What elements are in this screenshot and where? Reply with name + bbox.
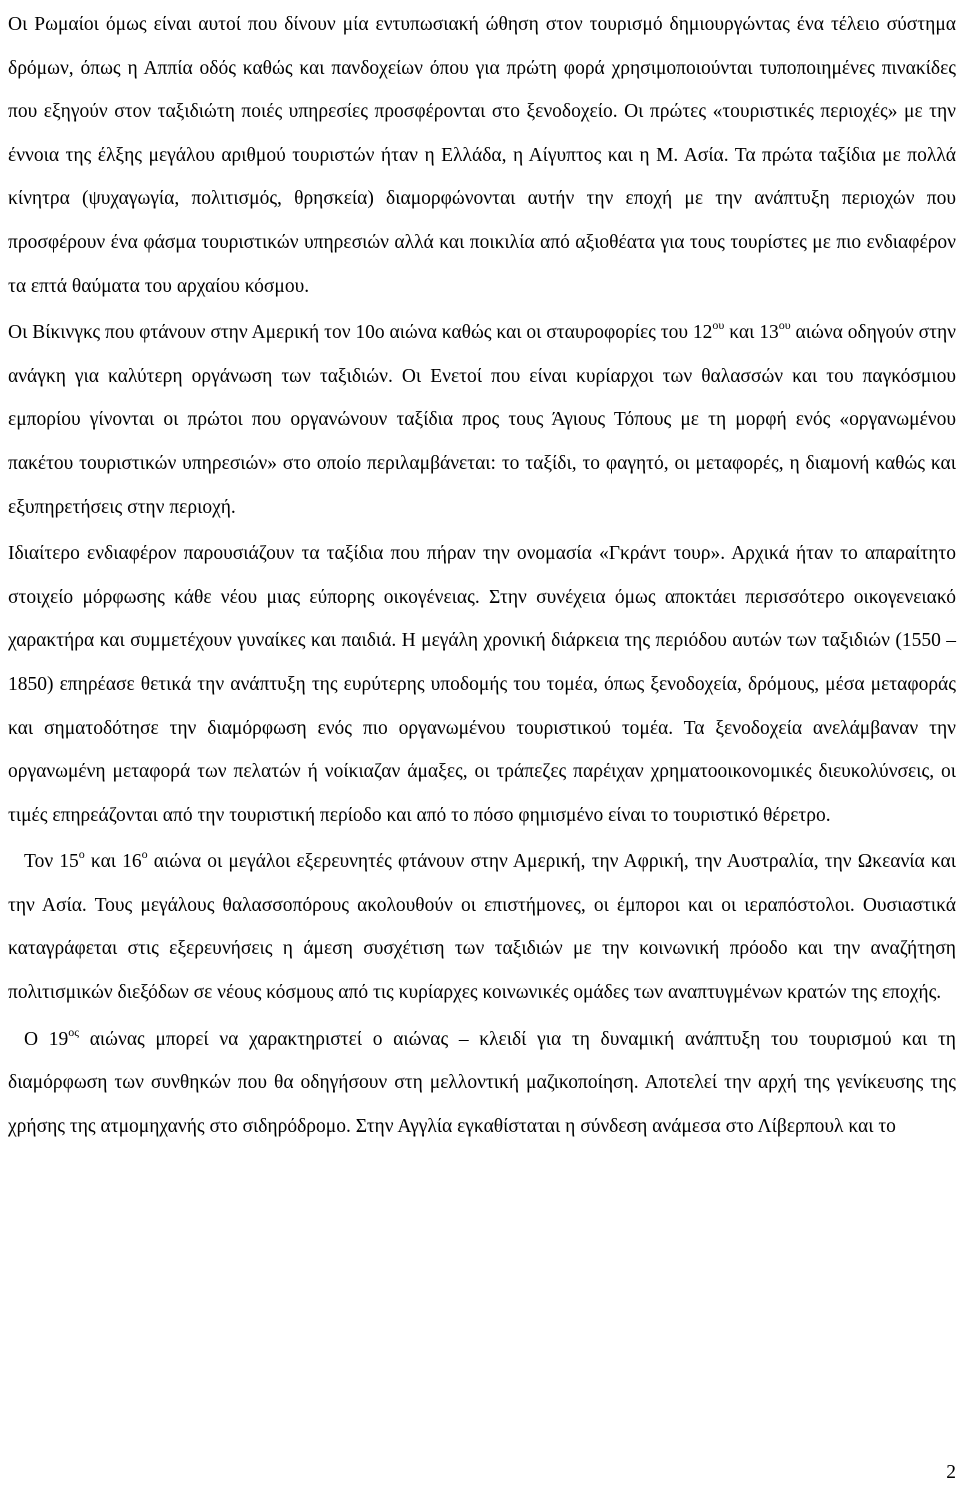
page-number: 2	[946, 1462, 956, 1483]
paragraph-explorers	[8, 837, 956, 1014]
ordinal-superscript: ου	[778, 318, 791, 333]
paragraph-text: αιώνα οι μεγάλοι εξερευνητές φτάνουν στην Αμερική, την Αφρική, την Αυστραλία, την Ωκεανία και την Ασία. Τους μεγάλους θαλασσοπόρους ακολουθούν οι επιστήμονες, οι έμποροι και οι ιεραπόστολοι. Ουσιαστικά καταγράφεται στις εξερευνήσεις η άμεση συσχέτιση των ταξιδιών με την κοινωνική πρόοδο και την αναζήτηση πολιτισμικών διεξόδων σε νέους κόσμους από τις κυρίαρχες κοινωνικές ομάδες των αναπτυγμένων κρατών της εποχής.	[8, 851, 957, 1004]
ordinal-superscript: ο	[78, 847, 85, 862]
ordinal-superscript: ος	[68, 1024, 80, 1039]
paragraph-text: Ιδιαίτερο ενδιαφέρον παρουσιάζουν τα ταξίδια που πήραν την ονομασία «Γκράντ τουρ». Αρχικά ήταν το απαραίτητο στοιχείο μόρφωσης κάθε νέου μιας εύπορης οικογένειας. Στην συνέχεια όμως αποκτάει περισσότερο οικογενειακό χαρακτήρα και συμμετέχουν γυναίκες και παιδιά. Η μεγάλη χρονική διάρκεια της περιόδου αυτών των ταξιδιών (1550 – 1850) επηρέασε θετικά την ανάπτυξη της ευρύτερης υποδομής του τομέα, όπως ξενοδοχεία, δρόμους, μέσα μεταφοράς και σηματοδότησε την διαμόρφωση ενός πιο οργανωμένου τουριστικού τομέα. Τα ξενοδοχεία ανελάμβαναν την οργανωμένη μεταφορά των πελατών ή νοίκιαζαν άμαξες, οι τράπεζες παρέιχαν χρηματοοικονομικές διευκολύνσεις, οι τιμές επηρεάζονται από την τουριστική περίοδο και από το πόσο φημισμένο είναι το τουριστικό θέρετρο.	[8, 543, 956, 826]
paragraph-text: Τον 15	[24, 851, 79, 873]
paragraph-text: Οι Βίκινγκς που φτάνουν στην Αμερική τον 10ο αιώνα καθώς και οι σταυροφορίες του 12	[8, 322, 713, 344]
paragraph-text: και 16	[84, 851, 142, 873]
paragraph-text: αιώνας μπορεί να χαρακτηριστεί ο αιώνας – κλειδί για τη δυναμική ανάπτυξη του τουρισμού και τη διαμόρφωση των συνθηκών που θα οδηγήσουν στη μελλοντική μαζικοποίηση. Αποτελεί την αρχή της γενίκευσης της χρήσης της ατμομηχανής στο σιδηρόδρομο. Στην Αγγλία εγκαθίσταται η σύνδεση ανάμεσα στο Λίβερπουλ και το	[8, 1028, 956, 1137]
paragraph-text: Οι Ρωμαίοι όμως είναι αυτοί που δίνουν μία εντυπωσιακή ώθηση στον τουρισμό δημιουργώντας ένα τέλειο σύστημα δρόμων, όπως η Αππία οδός καθώς και πανδοχείων όπου για πρώτη φορά χρησιμοποιούνται τυποποιημένες πινακίδες που εξηγούν στον ταξιδιώτη ποιές υπηρεσίες προσφέρονται στο ξενοδοχείο. Οι πρώτες «τουριστικές περιοχές» με την έννοια της έλξης μεγάλου αριθμού τουριστών ήταν η Ελλάδα, η Αίγυπτος και η Μ. Ασία. Τα πρώτα ταξίδια με πολλά κίνητρα (ψυχαγωγία, πολιτισμός, θρησκεία) διαμορφώνονται αυτήν την εποχή με την ανάπτυξη περιοχών που προσφέρουν ένα φάσμα τουριστικών υπηρεσιών αλλά και ποικιλία από αξιοθέατα για τους τουρίστες με πιο ενδιαφέρον τα επτά θαύματα του αρχαίου κόσμου.	[8, 14, 956, 297]
paragraph-19th-century	[8, 1015, 956, 1149]
document-body	[8, 0, 956, 1148]
paragraph-romans	[8, 0, 956, 308]
paragraph-grand-tour	[8, 529, 956, 837]
paragraph-text: αιώνα οδηγούν στην ανάγκη για καλύτερη οργάνωση των ταξιδιών. Οι Ενετοί που είναι κυρίαρχοι των θαλασσών και του παγκόσμιου εμπορίου γίνονται οι πρώτοι που οργανώνουν ταξίδια προς τους Άγιους Τόπους με τη μορφή ενός «οργανωμένου πακέτου τουριστικών υπηρεσιών» στο οποίο περιλαμβάνεται: το ταξίδι, το φαγητό, οι μεταφορές, η διαμονή καθώς και εξυπηρετήσεις στην περιοχή.	[8, 322, 956, 518]
paragraph-vikings	[8, 308, 956, 529]
paragraph-text: Ο 19	[24, 1028, 69, 1050]
paragraph-text: και 13	[724, 322, 779, 344]
ordinal-superscript: ο	[141, 847, 148, 862]
ordinal-superscript: ου	[712, 318, 725, 333]
